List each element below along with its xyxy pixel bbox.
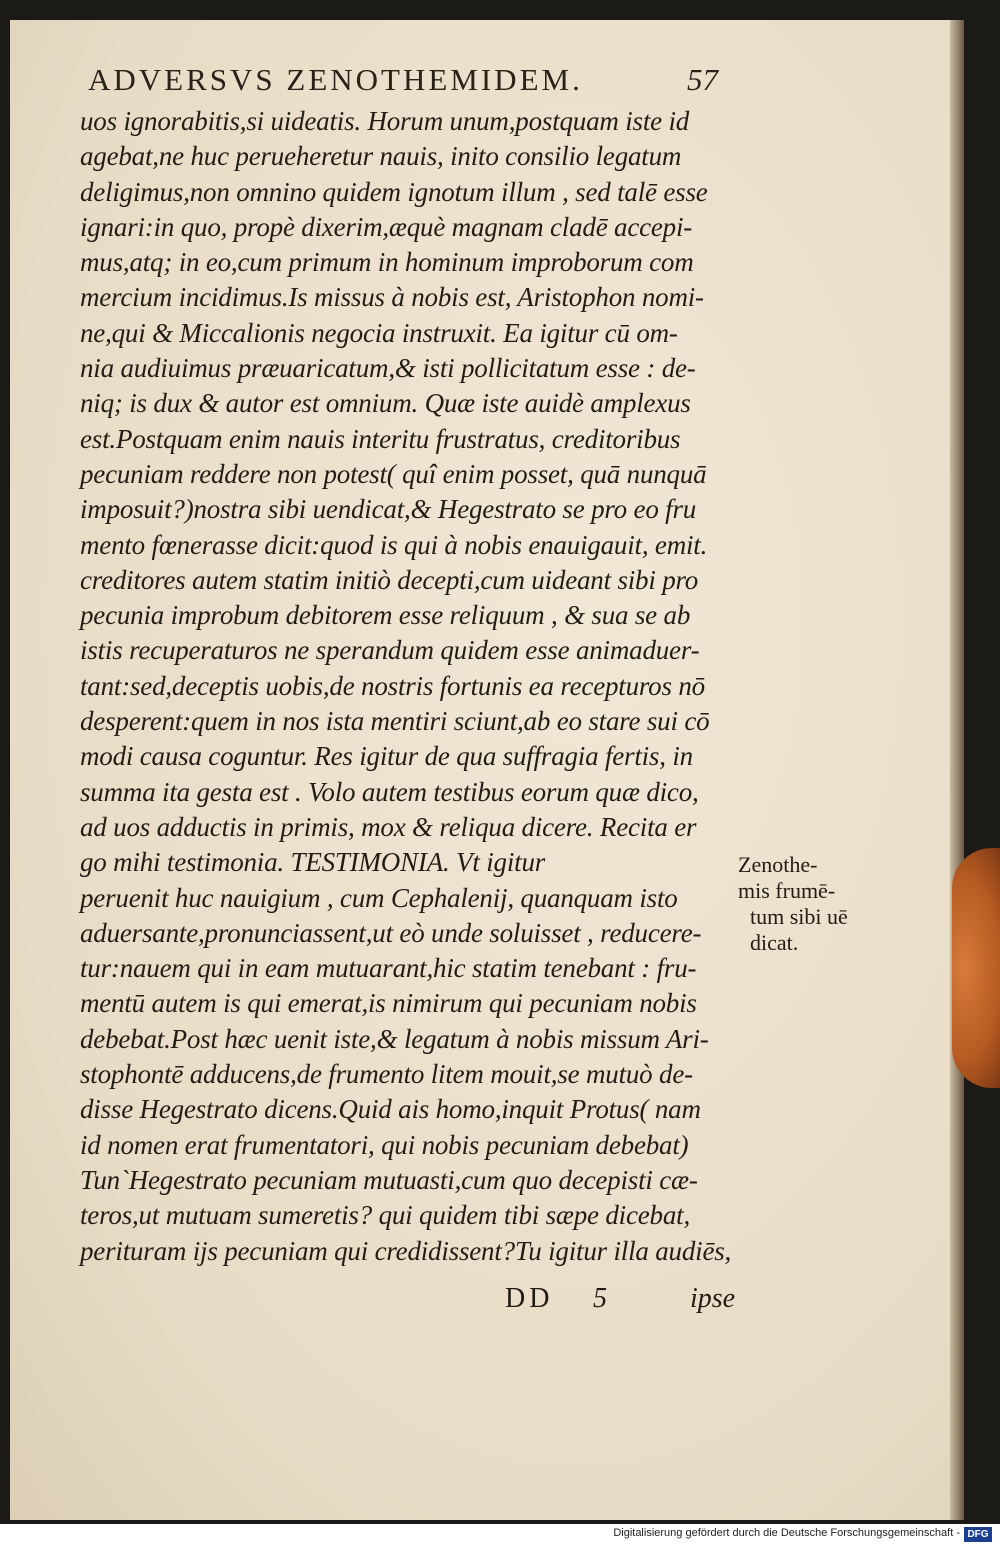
text-line: creditores autem statim initiò decepti,cum uideant sibi pro — [80, 564, 699, 595]
marginal-note — [738, 852, 868, 956]
text-line: nia audiuimus præuaricatum,& isti pollicitatum esse : de- — [80, 353, 696, 384]
text-line: deligimus,non omnino quidem ignotum illum , sed talē esse — [80, 176, 708, 207]
text-line: stophontē adducens,de frumento litem mouit,se mutuò de- — [80, 1059, 693, 1090]
text-line: pecuniam reddere non potest( quî enim posset, quā nunquā — [80, 458, 707, 489]
text-line: mercium incidimus.Is missus à nobis est, Aristophon nomi- — [80, 282, 704, 313]
text-line: est.Postquam enim nauis interitu frustratus, creditoribus — [80, 423, 681, 454]
text-line: Tun`Hegestrato pecuniam mutuasti,cum quo decepisti cæ- — [80, 1164, 698, 1195]
text-line: modi causa coguntur. Res igitur de qua suffragia fertis, in — [80, 741, 693, 772]
text-line: aduersante,pronunciassent,ut eò unde soluisset , reducere- — [80, 917, 702, 948]
thumb-holding-page — [952, 848, 1000, 1088]
catchword: ipse — [690, 1283, 736, 1314]
text-line: ne,qui & Miccalionis negocia instruxit. Ea igitur cū om- — [80, 317, 678, 348]
text-line: peruenit huc nauigium , cum Cephalenij, quanquam isto — [80, 882, 678, 913]
text-line: disse Hegestrato dicens.Quid ais homo,inquit Protus( nam — [80, 1094, 701, 1125]
dfg-logo: DFG — [964, 1527, 992, 1542]
page-number: 57 — [687, 62, 718, 97]
footer-bar — [0, 1524, 1000, 1546]
marginal-note-line: mis frumē- — [738, 878, 836, 903]
running-head-title: ADVERSVS ZENOTHEMIDEM. — [88, 62, 583, 97]
funding-credit: Digitalisierung gefördert durch die Deutsche Forschungsgemeinschaft - — [613, 1527, 960, 1539]
signature-mark: DD — [505, 1283, 554, 1314]
page-edge — [950, 20, 964, 1520]
signature-number: 5 — [593, 1283, 607, 1314]
text-line: istis recuperaturos ne sperandum quidem esse animaduer- — [80, 635, 700, 666]
text-line: id nomen erat frumentatori, qui nobis pecuniam debebat) — [80, 1129, 689, 1160]
marginal-note-line: tum sibi uē — [750, 904, 848, 929]
text-line: uos ignorabitis,si uideatis. Horum unum,postquam iste id — [80, 106, 690, 136]
body-text — [80, 104, 740, 1269]
text-line: ad uos adductis in primis, mox & reliqua dicere. Recita er — [80, 811, 697, 842]
text-line: ignari:in quo, propè dixerim,æquè magnam cladē accepi- — [80, 211, 693, 242]
text-line: niq; is dux & autor est omnium. Quæ iste auidè amplexus — [80, 388, 691, 419]
text-line: summa ita gesta est . Volo autem testibus eorum quæ dico, — [80, 776, 699, 807]
text-line: mentū autem is qui emerat,is nimirum qui pecuniam nobis — [80, 988, 697, 1019]
running-head — [88, 62, 718, 98]
marginal-note-line: Zenothe- — [738, 852, 818, 877]
text-line: teros,ut mutuam sumeretis? qui quidem tibi sæpe dicebat, — [80, 1200, 690, 1231]
text-line: debebat.Post hæc uenit iste,& legatum à nobis missum Ari- — [80, 1023, 709, 1054]
text-line: tur:nauem qui in eam mutuarant,hic statim tenebant : fru- — [80, 953, 697, 984]
text-line: mento fœnerasse dicit:quod is qui à nobis enauigauit, emit. — [80, 529, 708, 560]
marginal-note-line: dicat. — [750, 930, 799, 955]
text-line: agebat,ne huc perueheretur nauis, inito consilio legatum — [80, 141, 682, 172]
text-line: desperent:quem in nos ista mentiri sciunt,ab eo stare sui cō — [80, 706, 710, 737]
text-line: imposuit?)nostra sibi uendicat,& Hegestrato se pro eo fru — [80, 494, 697, 525]
text-line: mus,atq; in eo,cum primum in hominum improborum com — [80, 247, 694, 278]
text-line: tant:sed,deceptis uobis,de nostris fortunis ea recepturos nō — [80, 670, 705, 701]
text-line: pecunia improbum debitorem esse reliquum , & sua se ab — [80, 600, 691, 631]
text-line: perituram ijs pecuniam qui credidissent?Tu igitur illa audiēs, — [80, 1235, 732, 1266]
text-line: go mihi testimonia. TESTIMONIA. Vt igitur — [80, 847, 546, 878]
